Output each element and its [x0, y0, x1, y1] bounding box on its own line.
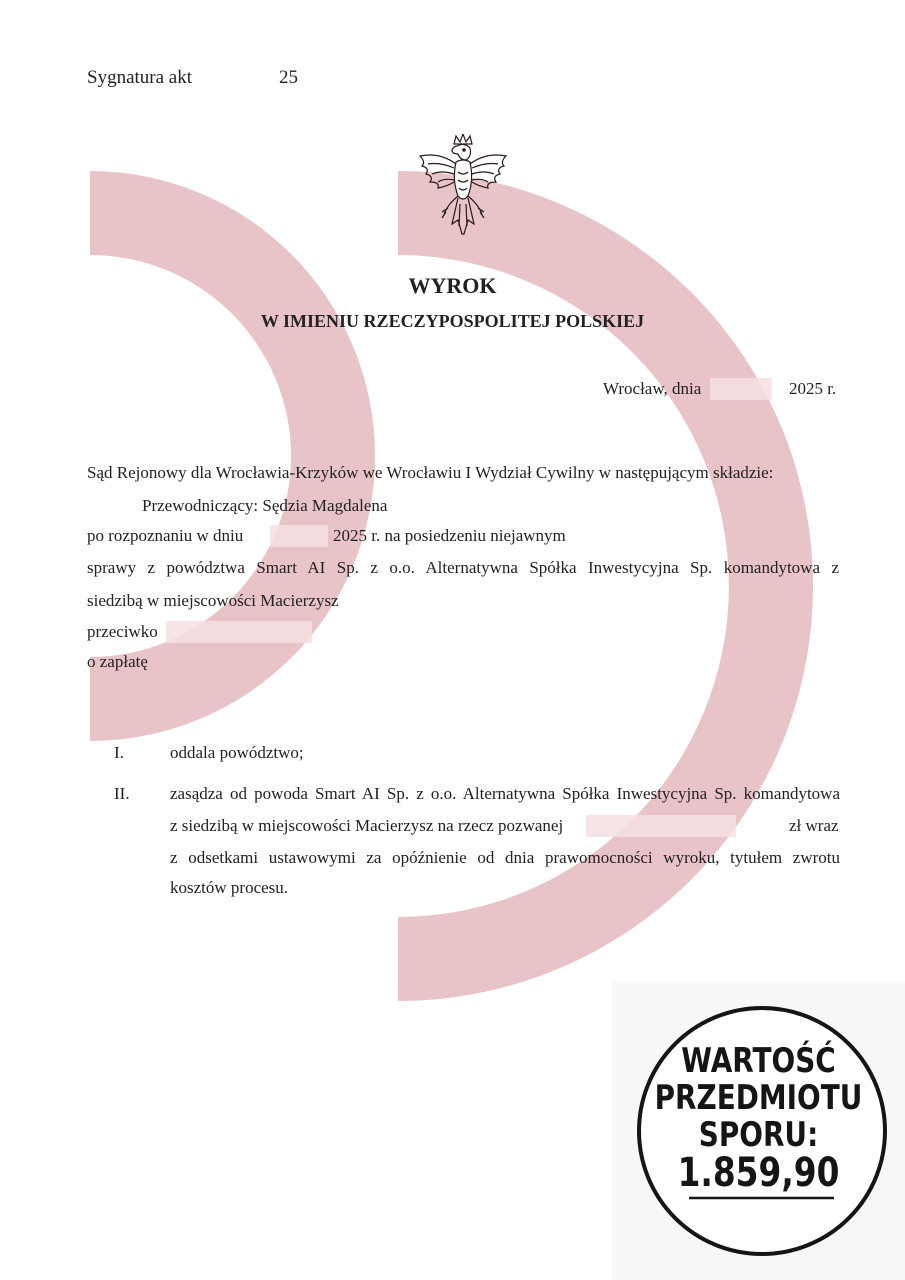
stamp-line-2: PRZEDMIOTU: [654, 1078, 863, 1118]
ruling-text-line: kosztów procesu.: [170, 878, 289, 897]
ruling-text: oddala powództwo;: [170, 743, 304, 762]
against-label: przeciwko: [87, 622, 158, 641]
dispute-value-stamp: [612, 982, 905, 1280]
court-line: Sąd Rejonowy dla Wrocławia-Krzyków we Wrocławiu I Wydział Cywilny w następującym składzie:: [87, 463, 774, 482]
ruling-text-line: z odsetkami ustawowymi za opóźnienie od dnia prawomocności wyroku, tytułem zwrotu: [170, 848, 840, 867]
hearing-prefix: po rozpoznaniu w dniu: [87, 526, 244, 545]
place-date-prefix: Wrocław, dnia: [603, 379, 702, 398]
ruling-text-line: z siedzibą w miejscowości Macierzysz na rzecz pozwanej: [170, 816, 564, 835]
judgment-title: WYROK: [408, 273, 497, 298]
presiding-judge: Przewodniczący: Sędzia Magdalena: [142, 496, 388, 515]
redacted-hearing-date: [270, 525, 328, 547]
case-line-1: sprawy z powództwa Smart AI Sp. z o.o. Alternatywna Spółka Inwestycyjna Sp. komandytowa z: [87, 558, 839, 577]
case-line-2: siedzibą w miejscowości Macierzysz: [87, 591, 339, 610]
ruling-text-line: zasądza od powoda Smart AI Sp. z o.o. Alternatywna Spółka Inwestycyjna Sp. komandytowa: [170, 784, 840, 803]
signature-label: Sygnatura akt: [87, 67, 193, 88]
stamp-line-3: SPORU:: [698, 1115, 819, 1155]
case-subject: o zapłatę: [87, 652, 148, 671]
stamp-line-1: WARTOŚĆ: [681, 1041, 836, 1081]
redacted-date: [710, 378, 772, 400]
judgment-subtitle: W IMIENIU RZECZYPOSPOLITEJ POLSKIEJ: [260, 311, 645, 331]
signature-year: 25: [279, 67, 298, 88]
ruling-number: II.: [114, 784, 130, 803]
polish-eagle-emblem-icon: [412, 134, 514, 238]
stamp-value: 1.859,90: [677, 1150, 840, 1196]
ruling-number: I.: [114, 743, 124, 762]
redacted-defendant-amount: [586, 815, 736, 837]
ruling-text-line: zł wraz: [789, 816, 839, 835]
redacted-defendant: [166, 621, 312, 643]
hearing-suffix: 2025 r. na posiedzeniu niejawnym: [333, 526, 566, 545]
place-date-suffix: 2025 r.: [789, 379, 837, 398]
